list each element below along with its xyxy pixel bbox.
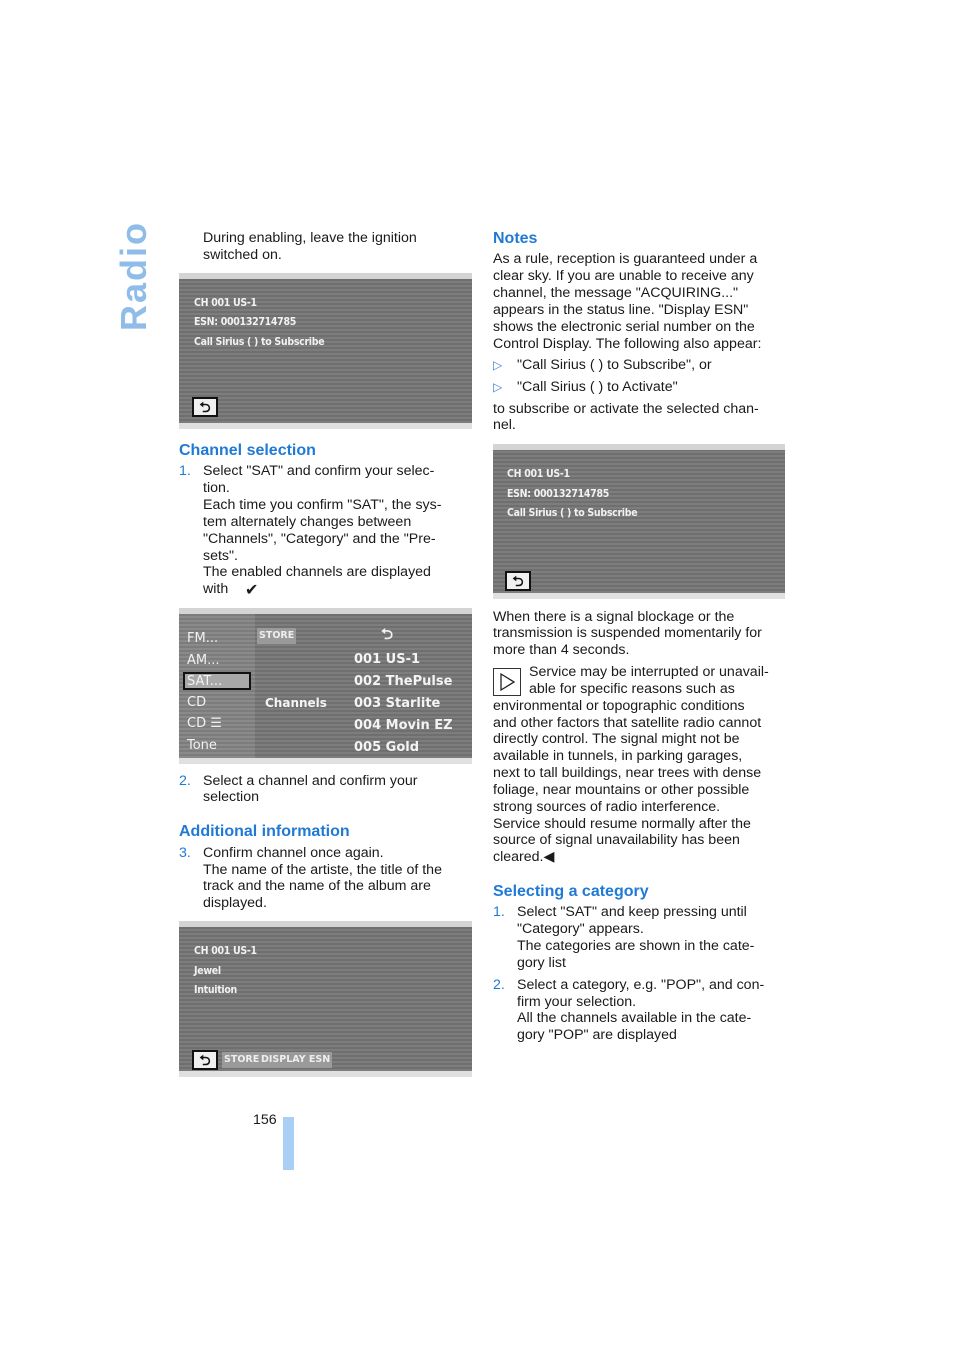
screen-line: Intuition <box>194 984 237 996</box>
channel-item: 002 ThePulse <box>354 674 453 689</box>
step-text: The enabled channels are displayed <box>203 564 431 580</box>
channels-label: Channels <box>265 696 327 710</box>
notes-text: As a rule, reception is guaranteed under a <box>493 251 758 267</box>
store-button: STORE <box>257 628 296 644</box>
heading-notes: Notes <box>493 230 538 247</box>
display-screenshot-track-info <box>179 921 472 1077</box>
screen-line: Call Sirius ( ) to Subscribe <box>194 336 325 348</box>
menu-item-cd: CD <box>187 695 207 710</box>
service-note-text: Service should resume normally after the <box>493 816 751 832</box>
step-number: 2. <box>493 977 505 993</box>
step-text: "Channels", "Category" and the "Pre- <box>203 531 436 547</box>
step-text: tion. <box>203 480 230 496</box>
heading-channel-selection: Channel selection <box>179 442 316 459</box>
service-note-text: Service may be interrupted or unavail- <box>529 664 769 680</box>
back-arrow-icon: ⮌ <box>505 571 531 591</box>
step-text: displayed. <box>203 895 267 911</box>
step-text: Confirm channel once again. <box>203 845 384 861</box>
step-text: with <box>203 581 229 597</box>
heading-selecting-category: Selecting a category <box>493 883 649 900</box>
blockage-text: more than 4 seconds. <box>493 642 630 658</box>
section-side-title <box>104 220 164 332</box>
display-screenshot-esn-2 <box>493 444 785 599</box>
screen-line: ESN: 000132714785 <box>507 488 610 500</box>
notes-text: shows the electronic serial number on the <box>493 319 755 335</box>
channel-item: 004 Movin EZ <box>354 718 453 733</box>
step-text: sets". <box>203 548 238 564</box>
service-note-text: cleared.◀ <box>493 849 555 865</box>
screen-line: CH 001 US-1 <box>194 945 257 957</box>
service-note-text: and other factors that satellite radio cannot <box>493 715 762 731</box>
menu-item-tone: Tone <box>187 738 217 753</box>
step-text: Select "SAT" and confirm your selec- <box>203 463 435 479</box>
service-note-text: strong sources of radio interference. <box>493 799 721 815</box>
menu-panel <box>179 614 255 758</box>
note-triangle-icon <box>493 668 521 696</box>
bullet-triangle-icon: ▷ <box>493 380 503 394</box>
service-note-text: source of signal unavailability has been <box>493 832 740 848</box>
step-text: gory "POP" are displayed <box>517 1027 677 1043</box>
step-text: gory list <box>517 955 566 971</box>
blockage-text: transmission is suspended momentarily for <box>493 625 762 641</box>
service-note-text: next to tall buildings, near trees with dense <box>493 765 762 781</box>
menu-item-am: AM... <box>187 653 220 668</box>
blockage-text: When there is a signal blockage or the <box>493 609 735 625</box>
page-marker-bar <box>283 1117 294 1170</box>
step-number: 1. <box>179 463 191 479</box>
step-text: track and the name of the album are <box>203 878 431 894</box>
display-esn-button: DISPLAY ESN <box>259 1052 332 1068</box>
display-screenshot-channels <box>179 608 472 764</box>
notes-text: to subscribe or activate the selected chan- <box>493 401 759 417</box>
back-arrow-icon: ⮌ <box>192 1050 218 1070</box>
step-number: 3. <box>179 845 191 861</box>
service-note-text: available in tunnels, in parking garages, <box>493 748 743 764</box>
step-text: The categories are shown in the cate- <box>517 938 755 954</box>
menu-item-sat: SAT... <box>187 674 223 689</box>
step-text: firm your selection. <box>517 994 637 1010</box>
step-number: 2. <box>179 773 191 789</box>
intro-line-1: During enabling, leave the ignition <box>203 230 417 246</box>
notes-text: channel, the message "ACQUIRING..." <box>493 285 739 301</box>
screen-line: CH 001 US-1 <box>194 297 257 309</box>
channel-item: 001 US-1 <box>354 652 421 667</box>
bullet-triangle-icon: ▷ <box>493 358 503 372</box>
channel-item: 005 Gold <box>354 740 420 755</box>
notes-text: appears in the status line. "Display ESN" <box>493 302 749 318</box>
channel-item: 003 Starlite <box>354 696 441 711</box>
service-note-text: environmental or topographic conditions <box>493 698 745 714</box>
display-screenshot-esn <box>179 273 472 429</box>
screen-line: Call Sirius ( ) to Subscribe <box>507 507 638 519</box>
side-title-text: Radio <box>113 220 154 332</box>
screen-line: ESN: 000132714785 <box>194 316 297 328</box>
step-text: Select a category, e.g. "POP", and con- <box>517 977 765 993</box>
service-note-text: foliage, near mountains or other possible <box>493 782 750 798</box>
back-arrow-icon: ⮌ <box>381 625 393 643</box>
step-text: All the channels available in the cate- <box>517 1010 752 1026</box>
screen-line: Jewel <box>194 965 221 977</box>
checkmark-icon: ✔ <box>245 582 259 599</box>
menu-item-fm: FM... <box>187 631 219 646</box>
store-button: STORE <box>222 1052 261 1068</box>
back-arrow-icon: ⮌ <box>192 397 218 417</box>
step-text: tem alternately changes between <box>203 514 412 530</box>
intro-line-2: switched on. <box>203 247 282 263</box>
step-number: 1. <box>493 904 505 920</box>
step-text: The name of the artiste, the title of the <box>203 862 442 878</box>
step-text: selection <box>203 789 259 805</box>
heading-additional-information: Additional information <box>179 823 350 840</box>
service-note-text: directly control. The signal might not be <box>493 731 740 747</box>
notes-text: Control Display. The following also appear: <box>493 336 762 352</box>
screen-line: CH 001 US-1 <box>507 468 570 480</box>
menu-item-cd-changer: CD ☰ <box>187 716 222 731</box>
notes-text: nel. <box>493 417 516 433</box>
notes-text: clear sky. If you are unable to receive any <box>493 268 754 284</box>
step-text: Select "SAT" and keep pressing until <box>517 904 747 920</box>
step-text: "Category" appears. <box>517 921 644 937</box>
page-number: 156 <box>253 1112 277 1128</box>
bullet-text: "Call Sirius ( ) to Subscribe", or <box>517 357 712 373</box>
step-text: Select a channel and confirm your <box>203 773 418 789</box>
bullet-text: "Call Sirius ( ) to Activate" <box>517 379 678 395</box>
step-text: Each time you confirm "SAT", the sys- <box>203 497 442 513</box>
service-note-text: able for specific reasons such as <box>529 681 735 697</box>
